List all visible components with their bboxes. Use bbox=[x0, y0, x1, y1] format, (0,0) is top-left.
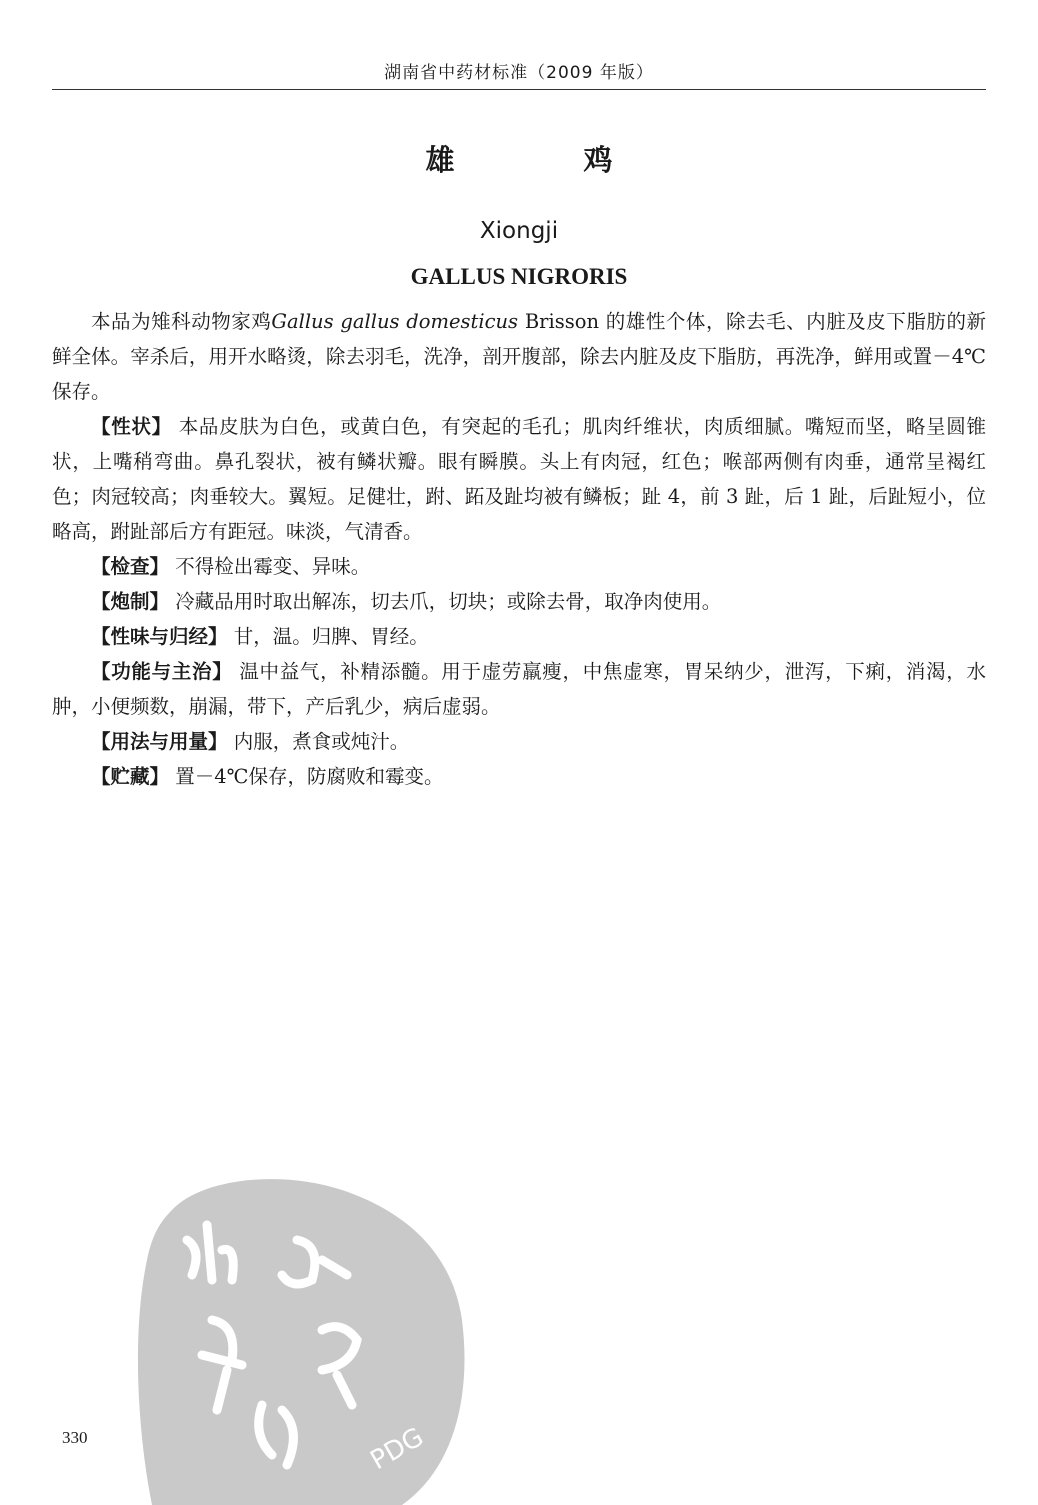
section-description bbox=[52, 409, 986, 549]
seal-shape bbox=[138, 1179, 465, 1505]
section-text: 甘，温。归脾、胃经。 bbox=[233, 625, 429, 648]
section-inspection bbox=[52, 549, 986, 584]
pinyin-name: Xiongji bbox=[479, 218, 559, 244]
section-text: 置－4℃保存，防腐败和霉变。 bbox=[175, 765, 444, 788]
watermark-seal bbox=[132, 1170, 472, 1505]
section-processing bbox=[52, 584, 986, 619]
intro-paragraph bbox=[52, 304, 986, 409]
intro-text-1: 本品为雉科动物家鸡 bbox=[91, 310, 272, 333]
section-text: 内服，煮食或炖汁。 bbox=[233, 730, 410, 753]
section-label: 【炮制】 bbox=[91, 590, 170, 613]
latin-name: GALLUS NIGRORIS bbox=[410, 264, 628, 289]
section-text: 本品皮肤为白色，或黄白色，有突起的毛孔；肌肉纤维状，肉质细腻。嘴短而坚，略呈圆锥状，上嘴稍弯曲。鼻孔裂状，被有鳞状瓣。眼有瞬膜。头上有肉冠，红色；喉部两侧有肉垂，通常呈褐红色；肉冠较高；肉垂较大。翼短。足健壮，跗、跖及趾均被有鳞板；趾 4，前 3 趾，后 1 趾，后趾短小，位略高，跗趾部后方有距冠。味淡，气清香。 bbox=[52, 415, 986, 543]
monograph-title: 雄 鸡 bbox=[425, 143, 663, 177]
section-nature-meridian bbox=[52, 619, 986, 654]
section-label: 【性味与归经】 bbox=[91, 625, 228, 648]
watermark-text: PDG bbox=[365, 1422, 429, 1477]
section-text: 冷藏品用时取出解冻，切去爪，切块；或除去骨，取净肉使用。 bbox=[175, 590, 722, 613]
running-header: 湖南省中药材标准（2009 年版） bbox=[384, 63, 654, 83]
section-label: 【贮藏】 bbox=[91, 765, 170, 788]
species-name: Gallus gallus domesticus bbox=[271, 310, 519, 333]
section-storage bbox=[52, 759, 986, 794]
section-text: 温中益气，补精添髓。用于虚劳羸瘦，中焦虚寒，胃呆纳少，泄泻，下痢，消渴，水肿，小便频数，崩漏，带下，产后乳少，病后虚弱。 bbox=[52, 660, 986, 718]
header-rule bbox=[52, 89, 986, 90]
section-label: 【性状】 bbox=[91, 415, 172, 438]
section-functions bbox=[52, 654, 986, 724]
section-label: 【检查】 bbox=[91, 555, 170, 578]
intro-text-2: Brisson 的雄性个体，除去毛、内脏及皮下脂肪的新鲜全体。宰杀后，用开水略烫，除去羽毛，洗净，剖开腹部，除去内脏及皮下脂肪，再洗净，鲜用或置－4℃保存。 bbox=[52, 310, 986, 403]
section-label: 【用法与用量】 bbox=[91, 730, 228, 753]
section-label: 【功能与主治】 bbox=[91, 660, 233, 683]
monograph-body bbox=[52, 304, 986, 794]
page-number: 330 bbox=[62, 1428, 88, 1447]
section-text: 不得检出霉变、异味。 bbox=[175, 555, 371, 578]
section-dosage bbox=[52, 724, 986, 759]
